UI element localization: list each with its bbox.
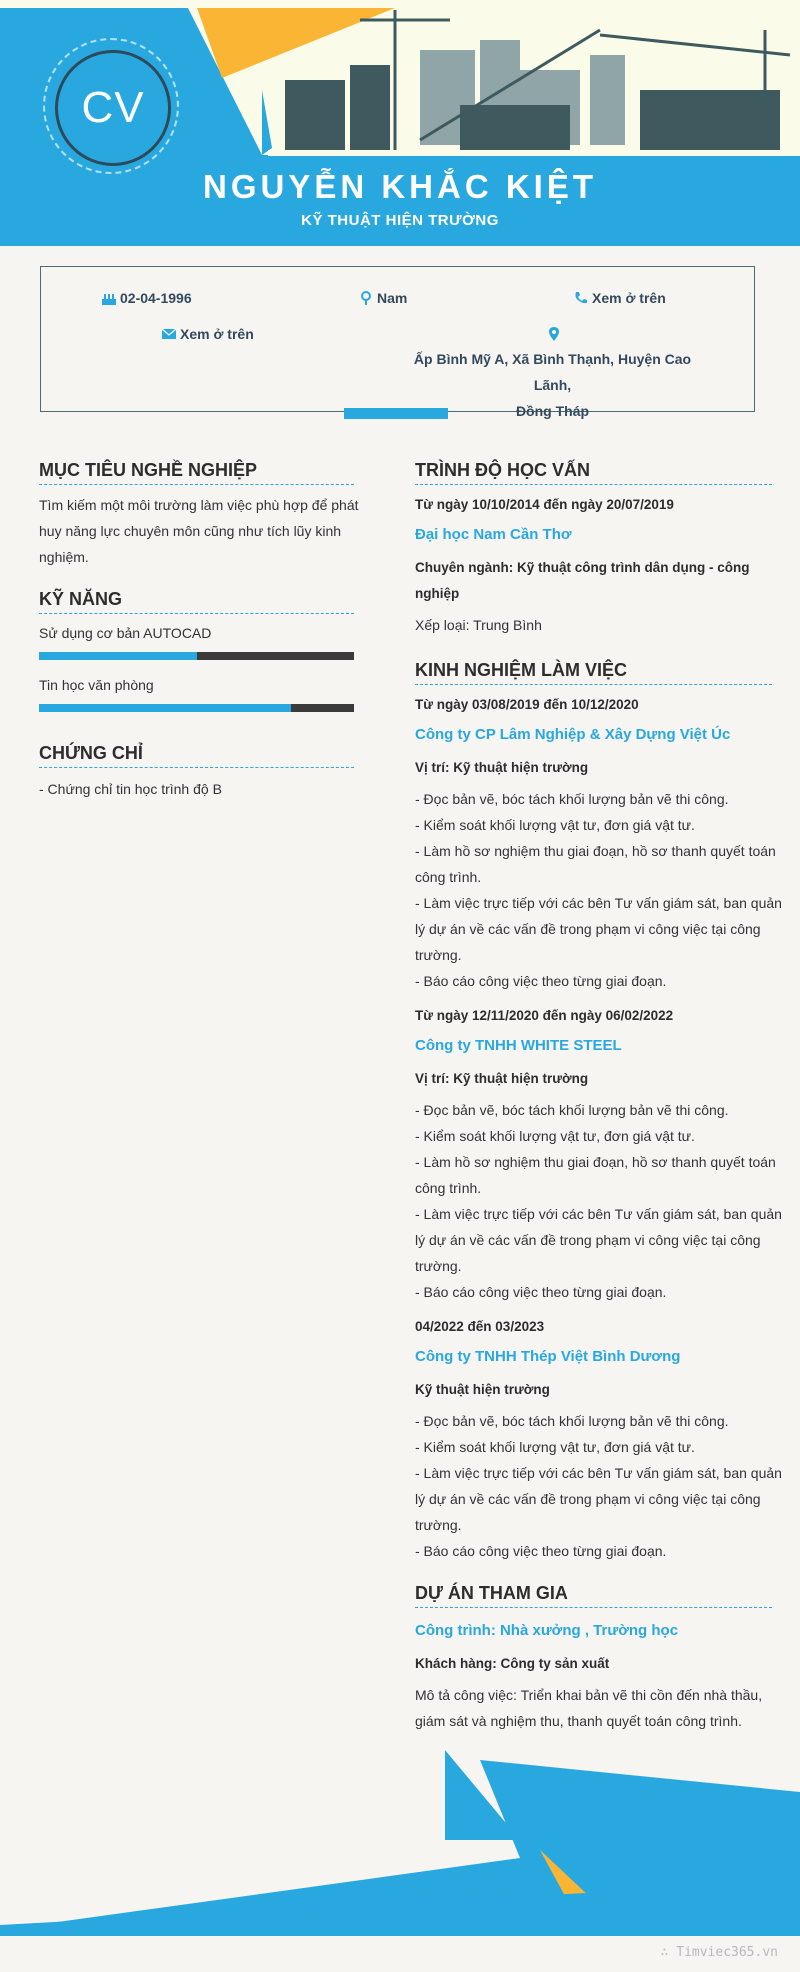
duty-line: - Đọc bản vẽ, bóc tách khối lượng bản vẽ thi công. xyxy=(415,791,729,807)
skill-bar-fill xyxy=(39,652,197,660)
address xyxy=(400,346,705,424)
skill-bar xyxy=(39,652,354,660)
major-line: Chuyên ngành: Kỹ thuật công trình dân dụng - công xyxy=(415,560,750,575)
email-value: Xem ở trên xyxy=(180,326,254,342)
footer-graphic xyxy=(0,1740,800,1972)
duty-line: - Kiểm soát khối lượng vật tư, đơn giá vật tư. xyxy=(415,1128,695,1144)
major-line: nghiệp xyxy=(415,586,460,601)
phone-value: Xem ở trên xyxy=(592,290,666,306)
duty-line: - Kiểm soát khối lượng vật tư, đơn giá vật tư. xyxy=(415,1439,695,1455)
candidate-name: NGUYỄN KHẮC KIỆT xyxy=(202,168,598,205)
gender-icon xyxy=(358,290,374,306)
duty-line: trường. xyxy=(415,947,462,963)
phone-icon xyxy=(573,290,589,306)
job-period: Từ ngày 03/08/2019 đến 10/12/2020 xyxy=(415,697,639,712)
project-desc-line: giám sát và nghiệm thu, thanh quyết toán công trình. xyxy=(415,1713,742,1729)
email-item xyxy=(161,326,254,342)
certificate-item: - Chứng chỉ tin học trình độ B xyxy=(39,781,222,797)
duty-line: lý dự án về các vấn đề trong phạm vi công việc tại công xyxy=(415,921,761,937)
job-company: Công ty CP Lâm Nghiệp & Xây Dựng Việt Úc xyxy=(415,726,731,743)
experience-title: KINH NGHIỆM LÀM VIỆC xyxy=(415,660,772,685)
duty-line: công trình. xyxy=(415,1180,482,1196)
project-name: Công trình: Nhà xưởng , Trường học xyxy=(415,1622,679,1639)
birthday-item xyxy=(101,290,192,306)
skill-label: Tin học văn phòng xyxy=(39,677,154,693)
job-period: Từ ngày 12/11/2020 đến ngày 06/02/2022 xyxy=(415,1008,674,1023)
gender-value: Nam xyxy=(377,290,408,306)
duty-line: - Báo cáo công việc theo từng giai đoạn. xyxy=(415,1284,667,1300)
project-description xyxy=(415,1682,785,1734)
skill-label: Sử dụng cơ bản AUTOCAD xyxy=(39,625,212,641)
address-line-2: Đồng Tháp xyxy=(515,403,590,419)
job-title: KỸ THUẬT HIỆN TRƯỜNG xyxy=(301,212,499,229)
duty-line: lý dự án về các vấn đề trong phạm vi công việc tại công xyxy=(415,1491,761,1507)
cv-logo: CV xyxy=(55,50,171,166)
education-rank: Xếp loại: Trung Bình xyxy=(415,617,542,633)
birthday-cake-icon xyxy=(101,290,117,306)
duty-line: - Làm việc trực tiếp với các bên Tư vấn giám sát, ban quản xyxy=(415,895,782,911)
duty-line: - Làm hồ sơ nghiệm thu giai đoạn, hồ sơ thanh quyết toán xyxy=(415,1154,776,1170)
gender-item xyxy=(358,290,407,306)
duty-line: - Làm hồ sơ nghiệm thu giai đoạn, hồ sơ thanh quyết toán xyxy=(415,843,776,859)
duty-line: công trình. xyxy=(415,869,482,885)
education-major xyxy=(415,555,775,607)
objective-line: Tìm kiếm một môi trường làm việc phù hợp để phát xyxy=(39,497,359,513)
job-position: Kỹ thuật hiện trường xyxy=(415,1382,550,1397)
project-desc-line: Mô tả công việc: Triển khai bản vẽ thi cồn đến nhà thầu, xyxy=(415,1687,763,1703)
duty-line: lý dự án về các vấn đề trong phạm vi công việc tại công xyxy=(415,1232,761,1248)
project-client: Khách hàng: Công ty sản xuất xyxy=(415,1656,610,1671)
certificates-title: CHỨNG CHỈ xyxy=(39,743,354,768)
skill-bar xyxy=(39,704,354,712)
duty-line: - Kiểm soát khối lượng vật tư, đơn giá vật tư. xyxy=(415,817,695,833)
duty-line: - Làm việc trực tiếp với các bên Tư vấn giám sát, ban quản xyxy=(415,1465,782,1481)
watermark: ∴ Timviec365.vn xyxy=(660,1945,778,1960)
job-period: 04/2022 đến 03/2023 xyxy=(415,1319,545,1334)
header-banner xyxy=(0,0,800,246)
objective-title: MỤC TIÊU NGHỀ NGHIỆP xyxy=(39,460,354,485)
duty-line: - Đọc bản vẽ, bóc tách khối lượng bản vẽ thi công. xyxy=(415,1413,729,1429)
job-company: Công ty TNHH Thép Việt Bình Dương xyxy=(415,1348,681,1365)
education-period: Từ ngày 10/10/2014 đến ngày 20/07/2019 xyxy=(415,497,674,512)
objective-line: nghiệm. xyxy=(39,549,89,565)
duty-line: - Báo cáo công việc theo từng giai đoạn. xyxy=(415,973,667,989)
objective-line: huy năng lực chuyên môn cũng như tích lũy kinh xyxy=(39,523,342,539)
projects-title: DỰ ÁN THAM GIA xyxy=(415,1583,772,1608)
education-title: TRÌNH ĐỘ HỌC VẤN xyxy=(415,460,772,485)
education-school: Đại học Nam Cần Thơ xyxy=(415,526,572,543)
skills-title: KỸ NĂNG xyxy=(39,589,354,614)
job-duties xyxy=(415,1097,785,1305)
duty-line: - Báo cáo công việc theo từng giai đoạn. xyxy=(415,1543,667,1559)
job-position: Vị trí: Kỹ thuật hiện trường xyxy=(415,1071,589,1086)
address-pin xyxy=(546,326,562,342)
job-company: Công ty TNHH WHITE STEEL xyxy=(415,1037,622,1054)
email-icon xyxy=(161,326,177,342)
skill-bar-fill xyxy=(39,704,291,712)
duty-line: - Làm việc trực tiếp với các bên Tư vấn giám sát, ban quản xyxy=(415,1206,782,1222)
job-duties xyxy=(415,786,785,994)
job-duties xyxy=(415,1408,785,1564)
duty-line: trường. xyxy=(415,1258,462,1274)
duty-line: trường. xyxy=(415,1517,462,1533)
duty-line: - Đọc bản vẽ, bóc tách khối lượng bản vẽ thi công. xyxy=(415,1102,729,1118)
location-pin-icon xyxy=(546,326,562,342)
job-position: Vị trí: Kỹ thuật hiện trường xyxy=(415,760,589,775)
address-line-1: Ấp Bình Mỹ A, Xã Bình Thạnh, Huyện Cao Lãnh, xyxy=(413,351,692,393)
birthday-value: 02-04-1996 xyxy=(120,290,192,306)
objective-text xyxy=(39,492,369,570)
phone-item xyxy=(573,290,666,306)
